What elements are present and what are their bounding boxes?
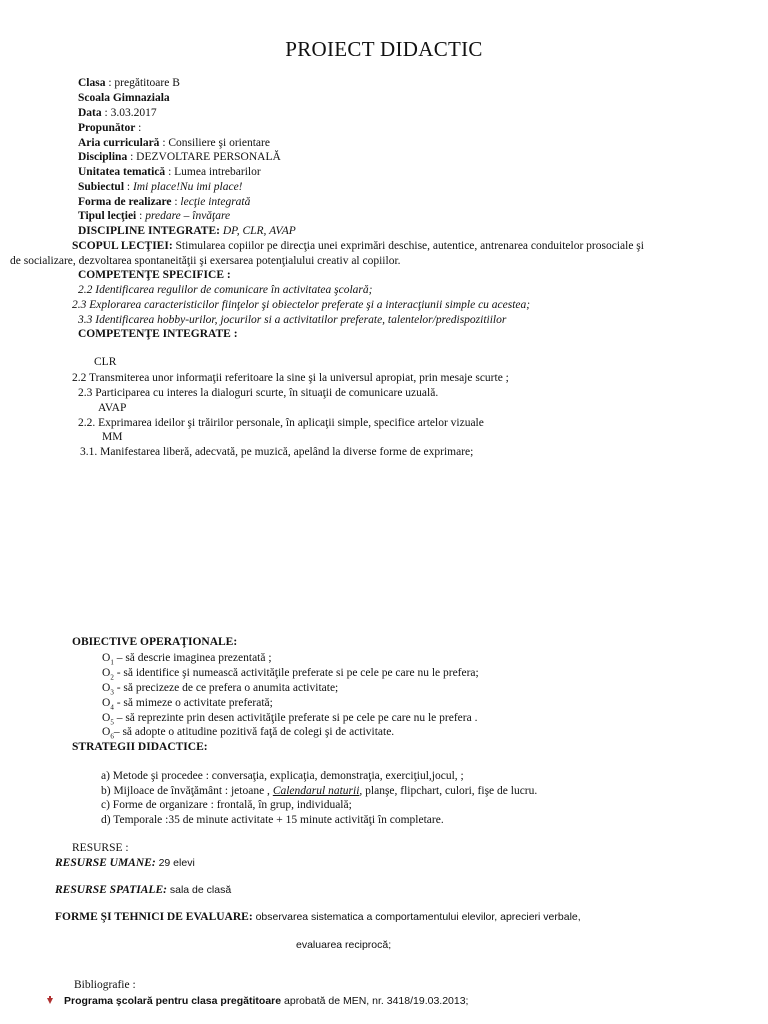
resurse-umane-label: RESURSE UMANE: <box>55 857 156 869</box>
obiectiv-letter: O <box>102 652 111 664</box>
competente-integrate-heading: COMPETENŢE INTEGRATE : <box>78 328 238 340</box>
scopul-line-2: de socializare, dezvoltarea spontaneităţii şi exersarea potenţialului creativ al copiilor. <box>10 255 401 267</box>
clasa-line <box>78 76 180 90</box>
obiectiv-text: – să reprezinte prin desen activităţile preferate si pe cele pe care nu le prefera . <box>113 712 478 724</box>
scopul-text-1: Stimularea copiilor pe direcţia unei exprimări deschise, autentice, antrenarea conduitelor prosociale şi <box>172 240 644 252</box>
resurse-spatiale-line <box>55 883 231 897</box>
mm-item: 3.1. Manifestarea liberă, adecvată, pe muzică, apelând la diverse forme de exprimare; <box>80 446 474 458</box>
bibliografie-item-title: Programa şcolară pentru clasa pregătitoare <box>64 995 282 1007</box>
obiectiv-text: - să precizeze de ce prefera o anumita activitate; <box>113 682 339 694</box>
tipul-sep: : <box>136 210 146 222</box>
scopul-line-1 <box>72 239 644 253</box>
data-line <box>78 106 157 120</box>
competenta-specifica-item: 2.2 Identificarea regulilor de comunicare în activitatea şcolară; <box>78 284 373 296</box>
evaluare-label: FORME ŞI TEHNICI DE EVALUARE: <box>55 911 253 923</box>
obiectiv-letter: O <box>102 712 111 724</box>
evaluare-line <box>55 910 581 924</box>
subiectul-value: Imi place!Nu imi place! <box>132 181 243 193</box>
bibliografie-item <box>64 994 468 1008</box>
obiectiv-index: 1 <box>110 658 114 667</box>
avap-item: 2.2. Exprimarea ideilor şi trăirilor personale, în aplicaţii simple, specifice artelor vizuale <box>78 417 484 429</box>
resurse-umane-value: 29 elevi <box>155 857 195 869</box>
forma-sep: : <box>171 196 181 208</box>
obiective-heading: OBIECTIVE OPERAŢIONALE: <box>72 636 238 648</box>
aria-value: : Consiliere şi orientare <box>159 137 270 149</box>
strategii-heading: STRATEGII DIDACTICE: <box>72 741 208 753</box>
bibliografie-item-rest: aprobată de MEN, nr. 3418/19.03.2013; <box>281 995 469 1007</box>
resurse-heading: RESURSE : <box>72 842 129 854</box>
obiectiv-index: 5 <box>110 718 114 727</box>
tipul-label: Tipul lecţiei <box>78 210 137 222</box>
discipline-value: DP, CLR, AVAP <box>222 225 296 237</box>
mm-subheading: MM <box>102 431 123 443</box>
resurse-spatiale-value: sala de clasă <box>166 884 232 896</box>
obiectiv-index: 2 <box>110 673 114 682</box>
competenta-specifica-item: 3.3 Identificarea hobby-urilor, jocurilor si a activitatilor preferate, talentelor/predispozitiilor <box>78 314 507 326</box>
strategie-item: c) Forme de organizare : frontală, în grup, individuală; <box>101 799 352 811</box>
clasa-value: : pregătitoare B <box>105 77 180 89</box>
strategie-item: a) Metode şi procedee : conversaţia, explicaţia, demonstraţia, exerciţiul,jocul, ; <box>101 770 464 782</box>
competente-specifice-heading: COMPETENŢE SPECIFICE : <box>78 269 231 281</box>
strategie-item: d) Temporale :35 de minute activitate + 15 minute activităţi în completare. <box>101 814 444 826</box>
obiectiv-text: – să adopte o atitudine pozitivă faţă de colegi şi de activitate. <box>113 726 395 738</box>
propunator-value: : <box>135 122 142 134</box>
aria-label: Aria curriculară <box>78 137 160 149</box>
unitatea-value: : Lumea intrebarilor <box>165 166 261 178</box>
unitatea-line <box>78 165 261 179</box>
forma-line <box>78 195 250 209</box>
strategie-item <box>101 784 537 798</box>
subiectul-line <box>78 180 243 194</box>
bibliografie-heading: Bibliografie : <box>74 979 136 991</box>
disciplina-value: : DEZVOLTARE PERSONALĂ <box>127 151 281 163</box>
avap-subheading: AVAP <box>98 402 127 414</box>
obiectiv-text: – să descrie imaginea prezentată ; <box>113 652 272 664</box>
forma-value: lecţie integrată <box>180 196 251 208</box>
evaluare-value: observarea sistematica a comportamentului elevilor, aprecieri verbale, <box>252 911 581 923</box>
discipline-label: DISCIPLINE INTEGRATE: <box>78 225 223 237</box>
document-title: PROIECT DIDACTIC <box>285 37 483 61</box>
strategie-b-prefix: b) Mijloace de învăţământ : jetoane , <box>101 785 273 797</box>
clr-item: 2.3 Participarea cu interes la dialoguri scurte, în situaţii de comunicare uzuală. <box>78 387 439 399</box>
obiectiv-letter: O <box>102 697 111 709</box>
data-value: : 3.03.2017 <box>101 107 157 119</box>
resurse-umane-line <box>55 856 195 870</box>
calendarul-naturii-link: Calendarul naturii <box>272 785 360 797</box>
disciplina-line <box>78 150 281 164</box>
clr-subheading: CLR <box>94 356 117 368</box>
obiectiv-letter: O <box>102 726 111 738</box>
discipline-integrate-line <box>78 224 296 238</box>
obiectiv-index: 4 <box>110 703 114 712</box>
evaluare-value-continued: evaluarea reciprocă; <box>296 939 392 951</box>
propunator-line <box>78 121 141 135</box>
resurse-spatiale-label: RESURSE SPATIALE: <box>55 884 167 896</box>
aria-line <box>78 136 270 150</box>
scoala-line: Scoala Gimnaziala <box>78 92 170 104</box>
strategie-b-suffix: , planşe, flipchart, culori, fişe de lucru. <box>359 785 538 797</box>
forma-label: Forma de realizare <box>78 196 172 208</box>
tipul-line <box>78 209 230 223</box>
competenta-specifica-item: 2.3 Explorarea caracteristicilor fiinţelor şi obiectelor preferate şi a interacţiunii simple cu acestea; <box>72 299 531 311</box>
obiectiv-index: 3 <box>110 688 114 697</box>
data-label: Data <box>78 107 102 119</box>
unitatea-label: Unitatea tematică <box>78 166 166 178</box>
tipul-value: predare – învăţare <box>145 210 231 222</box>
obiectiv-index: 6 <box>110 732 114 741</box>
subiectul-sep: : <box>124 181 133 193</box>
scopul-label: SCOPUL LECŢIEI: <box>72 240 173 252</box>
subiectul-label: Subiectul <box>78 181 125 193</box>
clr-item: 2.2 Transmiterea unor informaţii referitoare la sine şi la universul apropiat, prin mesaje scurte ; <box>72 372 509 384</box>
bullet-icon <box>46 996 54 1006</box>
obiectiv-text: - să mimeze o activitate preferată; <box>113 697 273 709</box>
propunator-label: Propunător <box>78 122 136 134</box>
obiectiv-letter: O <box>102 682 111 694</box>
disciplina-label: Disciplina <box>78 151 128 163</box>
obiectiv-letter: O <box>102 667 111 679</box>
clasa-label: Clasa <box>78 77 106 89</box>
obiectiv-text: - să identifice şi numească activităţile preferate si pe cele pe care nu le prefera; <box>113 667 479 679</box>
